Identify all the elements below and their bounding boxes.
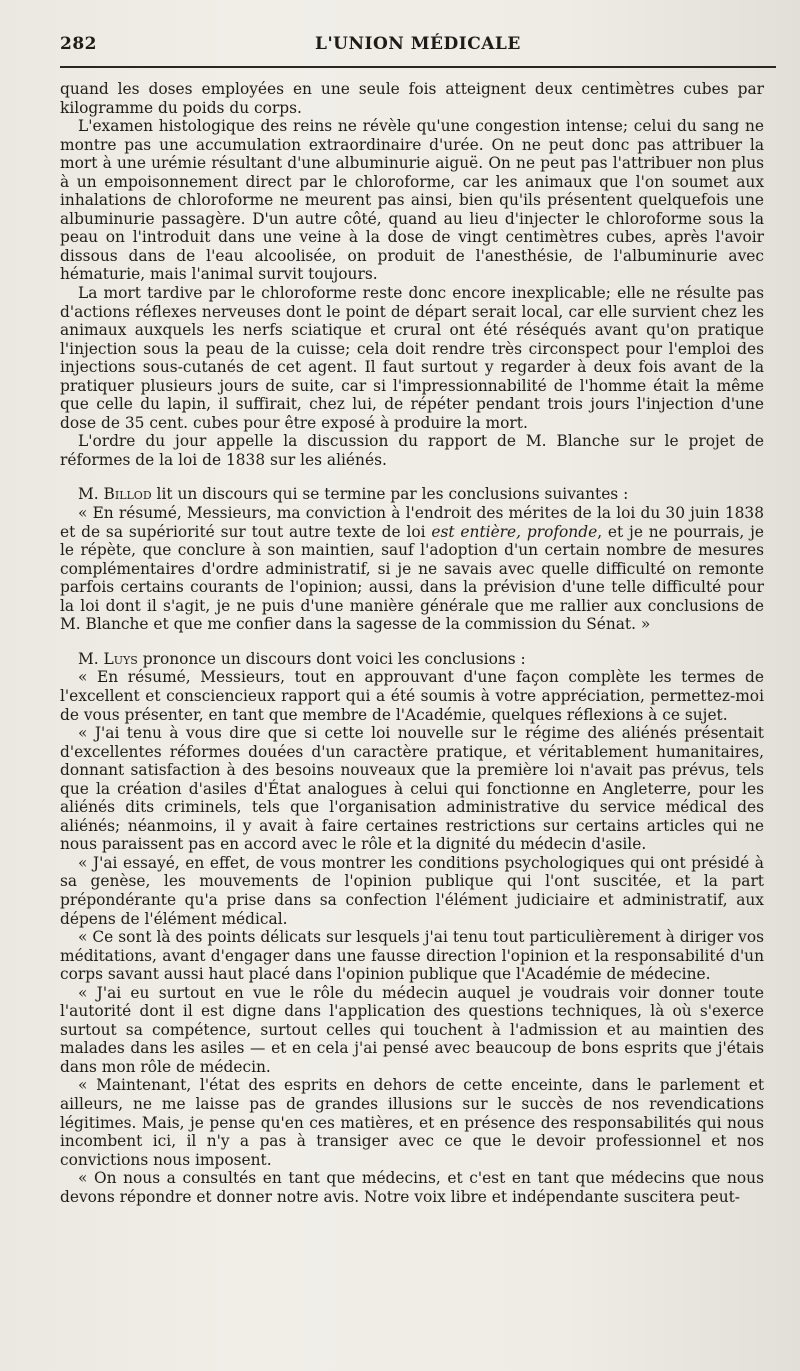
paragraph: L'examen histologique des reins ne révèle qu'une congestion intense; celui du sang ne montre pas une accumulation extraordinaire d'urée. On ne peut donc pas attribuer la mort à une urémie résultant d'une albuminurie aiguë. On ne peut pas l'attribuer non plus à un empoisonnement direct par le chloroforme, car les animaux que l'on soumet aux inhalations de chloroforme ne meurent pas ainsi, bien qu'ils présentent quelquefois une albuminurie passagère. D'un autre côté, quand au lieu d'injecter le chloroforme sous la peau on l'introduit dans une veine à la dose de vingt centimètres cubes, après l'avoir dissous dans de l'eau alcoolisée, on produit de l'anesthésie, de l'albuminurie avec hématurie, mais l'animal survit toujours. [60,117,764,284]
paragraph: quand les doses employées en une seule fois atteignent deux centimètres cubes par kilogramme du poids du corps. [60,80,764,117]
paragraph: La mort tardive par le chloroforme reste donc encore inexplicable; elle ne résulte pas d'actions réflexes nerveuses dont le point de départ serait local, car elle survient chez les animaux auxquels les nerfs sciatique et crural ont été réséqués avant qu'on pratique l'injection sous la peau de la cuisse; cela doit rendre très circonspect pour l'emploi des injections sous-cutanés de cet agent. Il faut surtout y regarder à deux fois avant de la pratiquer plusieurs jours de suite, car si l'impressionnabilité de l'homme était la même que celle du lapin, il suffirait, chez lui, de répéter pendant trois jours l'injection d'une dose de 35 cent. cubes pour être exposé à produire la mort. [60,284,764,432]
paragraph-billod-quote [60,504,764,634]
paragraph: « En résumé, Messieurs, tout en approuvant d'une façon complète les termes de l'excellent et consciencieux rapport qui a été soumis à votre appréciation, permettez-moi de vous présenter, en tant que membre de l'Académie, quelques réflexions à ce sujet. [60,668,764,724]
paragraph: « On nous a consultés en tant que médecins, et c'est en tant que médecins que nous devons répondre et donner notre avis. Notre voix libre et indépendante suscitera peut- [60,1169,764,1206]
paragraph: « J'ai eu surtout en vue le rôle du médecin auquel je voudrais voir donner toute l'autorité dont il est digne dans l'application des questions techniques, là où s'exerce surtout sa compétence, surtout celles qui touchent à l'admission et au maintien des malades dans les asiles — et en cela j'ai pensé avec beaucoup de bons esprits que j'étais dans mon rôle de médecin. [60,983,764,1076]
speaker-name: M. Luys [78,649,138,668]
paragraph-luys [60,650,764,669]
paragraph-text: « En résumé, Messieurs, ma conviction à l'endroit des mérites de la loi du 30 juin 1838 et de sa supériorité sur tout autre texte de loi [60,504,764,541]
emphasis-text: est entière, profonde [431,522,598,541]
page-number: 282 [60,34,97,54]
paragraph: « Maintenant, l'état des esprits en dehors de cette enceinte, dans le parlement et ailleurs, ne me laisse pas de grandes illusions sur le succès de nos revendications légitimes. Mais, je pense qu'en ces matières, et en présence des responsabilités qui nous incombent ici, il n'y a pas à transiger avec ce que le devoir professionnel et nos convictions nous imposent. [60,1076,764,1169]
paragraph-billod [60,485,764,504]
running-title: L'UNION MÉDICALE [315,34,521,54]
paragraph-text: lit un discours qui se termine par les conclusions suivantes : [151,485,629,504]
page-header [60,30,764,58]
header-rule [60,66,776,68]
paragraph-text: , et je ne pourrais, je le répète, que conclure à son maintien, sauf l'adoption d'un certain nombre de mesures complémentaires d'ordre administratif, si je ne savais avec quelle difficulté on remonte parfois certains courants de l'opinion; aussi, dans la prévision d'une telle difficulté pour la loi dont il s'agit, je ne puis d'une manière générale que me rallier aux conclusions de M. Blanche et que me confier dans la sagesse de la commission du Sénat. » [60,522,764,634]
paragraph: « J'ai tenu à vous dire que si cette loi nouvelle sur le régime des aliénés présentait d'excellentes réformes douées d'un caractère pratique, et véritablement humanitaires, donnant satisfaction à des besoins nouveaux que la première loi n'avait pas prévus, tels que la création d'asiles d'État analogues à celui qui fonctionne en Angleterre, pour les aliénés dits criminels, tels que l'organisation administrative du service médical des aliénés; néanmoins, il y avait à faire certaines restrictions sur certains articles qui ne nous paraissent pas en accord avec le rôle et la dignité du médecin d'asile. [60,724,764,854]
paragraph: L'ordre du jour appelle la discussion du rapport de M. Blanche sur le projet de réformes de la loi de 1838 sur les aliénés. [60,432,764,469]
paragraph-text: prononce un discours dont voici les conclusions : [137,649,526,668]
paragraph: « J'ai essayé, en effet, de vous montrer les conditions psychologiques qui ont présidé à sa genèse, les mouvements de l'opinion publique qui l'ont suscitée, et la part prépondérante qu'a prise dans sa confection l'élément judiciaire et administratif, aux dépens de l'élément médical. [60,853,764,928]
paragraph: « Ce sont là des points délicats sur lesquels j'ai tenu tout particulièrement à diriger vos méditations, avant d'engager dans une fausse direction l'opinion et la responsabilité d'un corps savant aussi haut placé dans l'opinion publique que l'Académie de médecine. [60,928,764,984]
body-text [60,80,764,1206]
speaker-name: M. Billod [78,485,152,504]
